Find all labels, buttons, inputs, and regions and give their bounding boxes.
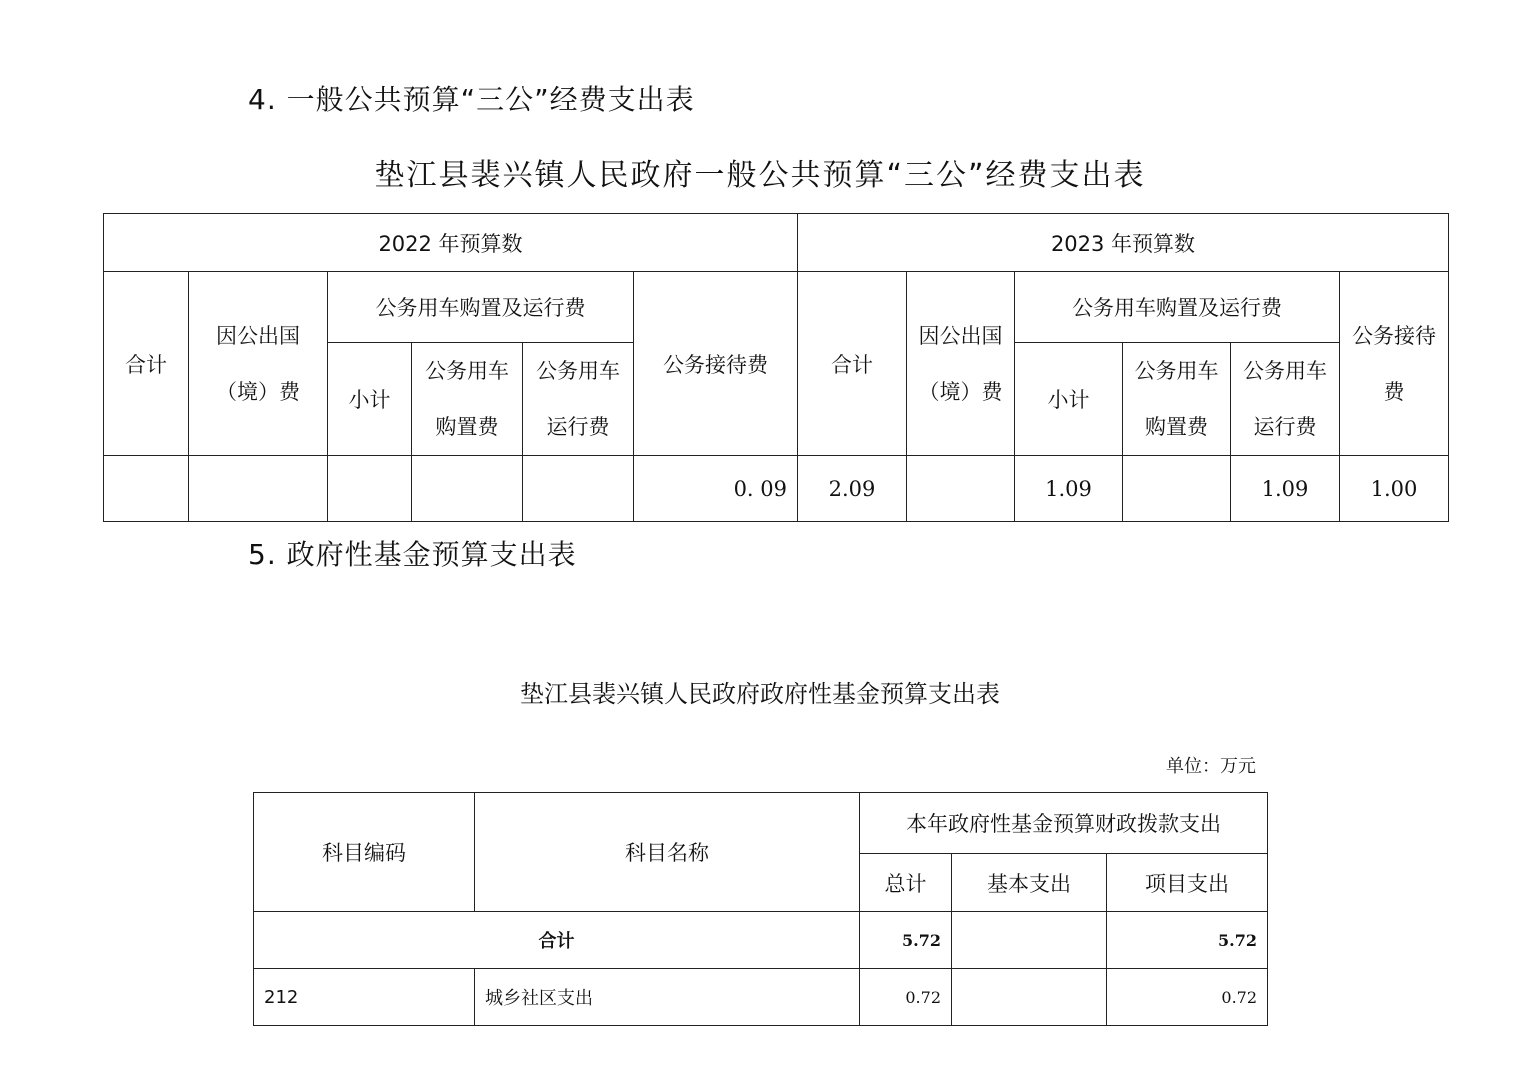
- header-vehicle-2023: 公务用车购置及运行费: [1015, 272, 1340, 343]
- section-5-heading: 5. 政府性基金预算支出表: [248, 538, 577, 571]
- header-reception-2023: [1340, 272, 1449, 456]
- header-reception-2022: 公务接待费: [634, 272, 798, 456]
- header-purchase-2023-line2: 购置费: [1145, 415, 1208, 439]
- cell-2022-subtotal: [328, 456, 412, 522]
- header-basic: 基本支出: [952, 854, 1107, 912]
- table-1-title: 垫江县裴兴镇人民政府一般公共预算“三公”经费支出表: [374, 158, 1146, 193]
- row-name: 城乡社区支出: [475, 969, 860, 1026]
- header-fund-group: 本年政府性基金预算财政拨款支出: [860, 793, 1268, 854]
- header-purchase-2023-line1: 公务用车: [1134, 359, 1219, 383]
- header-running-2022-line2: 运行费: [546, 415, 610, 439]
- cell-2023-reception: 1.00: [1340, 456, 1449, 522]
- cell-2023-running: 1.09: [1231, 456, 1340, 522]
- table-row: [254, 969, 1268, 1026]
- header-subtotal-2022: 小计: [328, 343, 412, 456]
- header-reception-2023-line2: 费: [1383, 379, 1405, 404]
- header-abroad-2022-line1: 因公出国: [216, 323, 300, 348]
- total-row-label: 合计: [254, 912, 860, 969]
- header-running-2023-line2: 运行费: [1253, 415, 1317, 439]
- header-subtotal-2023: 小计: [1015, 343, 1123, 456]
- header-purchase-2023: [1123, 343, 1231, 456]
- header-name: 科目名称: [475, 793, 860, 912]
- header-vehicle-2022: 公务用车购置及运行费: [328, 272, 634, 343]
- total-row: [254, 912, 1268, 969]
- total-row-project: 5.72: [1107, 912, 1268, 969]
- table-2-title: 垫江县裴兴镇人民政府政府性基金预算支出表: [520, 680, 1000, 708]
- section-4-heading: 4. 一般公共预算“三公”经费支出表: [248, 83, 695, 116]
- header-running-2022-line1: 公务用车: [536, 359, 620, 383]
- header-abroad-2022: [189, 272, 328, 456]
- group-2023-header: 2023 年预算数: [798, 214, 1449, 272]
- header-abroad-2023-line2: （境）费: [918, 379, 1003, 404]
- group-2022-header: 2022 年预算数: [104, 214, 798, 272]
- unit-label: 单位：万元: [1166, 756, 1256, 777]
- header-running-2023: [1231, 343, 1340, 456]
- header-code: 科目编码: [254, 793, 475, 912]
- three-public-expense-table: [103, 213, 1449, 522]
- header-purchase-2022: [412, 343, 523, 456]
- total-row-basic: [952, 912, 1107, 969]
- header-total-2023: 合计: [798, 272, 907, 456]
- header-project: 项目支出: [1107, 854, 1268, 912]
- row-code: 212: [254, 969, 475, 1026]
- header-running-2022: [523, 343, 634, 456]
- cell-2023-purchase: [1123, 456, 1231, 522]
- cell-2023-abroad: [907, 456, 1015, 522]
- header-reception-2023-line1: 公务接待: [1352, 323, 1436, 348]
- total-row-total: 5.72: [860, 912, 952, 969]
- row-project: 0.72: [1107, 969, 1268, 1026]
- cell-2022-reception: 0. 09: [634, 456, 798, 522]
- header-running-2023-line1: 公务用车: [1243, 359, 1327, 383]
- row-basic: [952, 969, 1107, 1026]
- table-row: [104, 456, 1449, 522]
- header-abroad-2023-line1: 因公出国: [918, 323, 1003, 348]
- cell-2022-total: [104, 456, 189, 522]
- header-grand-total: 总计: [860, 854, 952, 912]
- cell-2023-total: 2.09: [798, 456, 907, 522]
- header-purchase-2022-line2: 购置费: [435, 415, 499, 439]
- cell-2022-abroad: [189, 456, 328, 522]
- cell-2022-running: [523, 456, 634, 522]
- cell-2022-purchase: [412, 456, 523, 522]
- header-purchase-2022-line1: 公务用车: [425, 359, 509, 383]
- header-abroad-2023: [907, 272, 1015, 456]
- row-total: 0.72: [860, 969, 952, 1026]
- cell-2023-subtotal: 1.09: [1015, 456, 1123, 522]
- government-fund-table: [253, 792, 1268, 1026]
- header-abroad-2022-line2: （境）费: [216, 379, 300, 404]
- header-total-2022: 合计: [104, 272, 189, 456]
